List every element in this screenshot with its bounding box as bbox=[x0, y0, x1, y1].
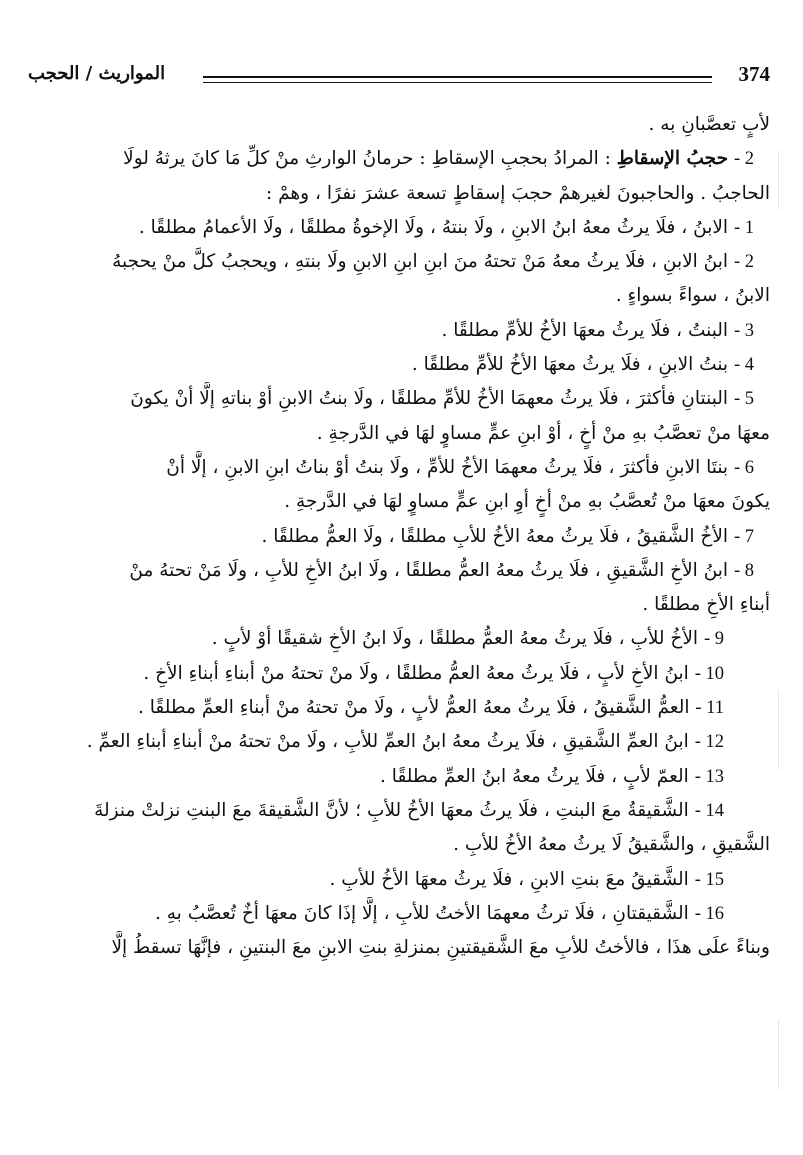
text-line bbox=[32, 725, 770, 759]
paragraph bbox=[32, 931, 770, 965]
line-text: بنتَا الابنِ فأكثرَ ، فلَا يرثُ معهمَا الأخُ للأمِّ ، ولَا بنتُ أوْ بناتُ ابنِ الابنِ ، إلَّا أنْ bbox=[166, 456, 729, 478]
page-header bbox=[28, 60, 770, 90]
paragraph bbox=[32, 863, 770, 897]
text-line bbox=[32, 142, 770, 176]
line-text: العمّ لأبٍ ، فلَا يرثُ معهُ ابنُ العمِّ مطلقًا . bbox=[380, 765, 689, 787]
line-text: ابنُ الأخِ لأبٍ ، فلَا يرثُ معهُ العمُّ مطلقًا ، ولَا منْ تحتهُ منْ أبناءِ أبناءِ الأخِ . bbox=[143, 662, 689, 684]
line-text: ابنُ الأخِ الشَّقيقِ ، فلَا يرثُ معهُ العمُّ مطلقًا ، ولَا ابنُ الأخِ للأبِ ، ولَا مَنْ تحتهُ منْ bbox=[129, 559, 729, 581]
paragraph bbox=[32, 554, 770, 623]
text-line bbox=[32, 348, 770, 382]
section-term: حجبُ الإسقاطِ bbox=[616, 148, 729, 170]
text-line bbox=[32, 417, 770, 451]
item-number: 2 - bbox=[733, 252, 754, 273]
item-number: 10 - bbox=[694, 663, 724, 684]
paragraph bbox=[32, 725, 770, 759]
line-text: الشَّقيقِ ، والشَّقيقُ لَا يرثُ معهُ الأخُ للأبِ . bbox=[453, 834, 770, 856]
text-line bbox=[32, 760, 770, 794]
line-text: معهَا منْ تعصَّبُ بهِ منْ أخٍ ، أوْ ابنِ عمٍّ مساوٍ لهَا في الدَّرجةِ . bbox=[316, 422, 770, 444]
line-text: لأبٍ تعصَّبانِ به . bbox=[648, 114, 770, 135]
paragraph bbox=[32, 382, 770, 451]
paragraph bbox=[32, 691, 770, 725]
text-line bbox=[32, 657, 770, 691]
line-text: يكونَ معهَا منْ تُعصَّبُ بهِ منْ أخٍ أوِ ابنِ عمٍّ مساوٍ لهَا في الدَّرجةِ . bbox=[284, 491, 770, 513]
item-number: 7 - bbox=[733, 526, 754, 547]
text-line bbox=[32, 382, 770, 416]
line-text: الابنُ ، سواءً بسواءٍ . bbox=[615, 285, 770, 307]
line-text: ابنُ العمِّ الشَّقيقِ ، فلَا يرثُ معهُ ابنُ العمِّ للأبِ ، ولَا منْ تحتهُ منْ أبناءِ أبناءِ العمِّ . bbox=[86, 731, 689, 753]
item-number: 5 - bbox=[733, 389, 754, 410]
paragraph bbox=[32, 451, 770, 520]
line-text: الشَّقيقتانِ ، فلَا ترثُ معهمَا الأختُ للأبِ ، إلَّا إذَا كانَ معهَا أخٌ تُعصَّبُ بهِ . bbox=[154, 902, 689, 924]
text-line bbox=[32, 588, 770, 622]
item-number: 11 - bbox=[695, 698, 724, 719]
paragraph bbox=[32, 794, 770, 863]
line-text: الأخُ للأبِ ، فلَا يرثُ معهُ العمُّ مطلقًا ، ولَا ابنُ الأخِ شقيقًا أوْ لأبٍ . bbox=[211, 628, 699, 650]
item-number: 3 - bbox=[733, 320, 754, 341]
line-text: وبناءً علَى هذَا ، فالأختُ للأبِ معَ الشَّقيقتينِ بمنزلةِ بنتِ الابنِ معَ البنتينِ ، فإنَّهَا تسقطُ إلَّا bbox=[111, 937, 770, 959]
line-text: أبناءِ الأخِ مطلقًا . bbox=[642, 594, 770, 616]
line-text: البنتُ ، فلَا يرثُ معهَا الأخُ للأمِّ مطلقًا . bbox=[441, 319, 729, 341]
text-line bbox=[32, 622, 770, 656]
text-line bbox=[32, 520, 770, 554]
text-line bbox=[32, 554, 770, 588]
line-text: الحاجبُ . والحاجبونَ لغيرهمْ حجبَ إسقاطٍ تسعة عشرَ نفرًا ، وهمْ : bbox=[266, 182, 770, 204]
line-text: الأخُ الشَّقيقُ ، فلَا يرثُ معهُ الأخُ للأبِ مطلقًا ، ولَا العمُّ مطلقًا . bbox=[261, 525, 729, 547]
text-line bbox=[32, 108, 770, 142]
item-number: 16 - bbox=[694, 903, 724, 924]
line-text: البنتانِ فأكثرَ ، فلَا يرثُ معهمَا الأخُ للأمِّ مطلقًا ، ولَا بنتُ الابنِ أوْ بناتهِ إلَّا أنْ يكونَ bbox=[130, 388, 729, 410]
paragraph bbox=[32, 245, 770, 314]
item-number: 14 - bbox=[694, 800, 724, 821]
text-line bbox=[32, 897, 770, 931]
line-text: بنتُ الابنِ ، فلَا يرثُ معهَا الأخُ للأمِّ مطلقًا . bbox=[411, 354, 729, 376]
paragraph bbox=[32, 314, 770, 348]
paragraph bbox=[32, 142, 770, 211]
paragraph bbox=[32, 622, 770, 656]
scan-margin-mark bbox=[778, 1020, 779, 1090]
body-text bbox=[32, 108, 770, 965]
page-number: 374 bbox=[738, 62, 770, 86]
line-text: الابنُ ، فلَا يرثُ معهُ ابنُ الابنِ ، ولَا بنتهُ ، ولَا الإخوةُ مطلقًا ، ولَا الأعمامُ مطلقًا . bbox=[138, 216, 729, 238]
running-title: المواريث / الحجب bbox=[28, 63, 166, 84]
text-line bbox=[32, 245, 770, 279]
scan-margin-mark bbox=[778, 690, 779, 770]
item-number: 1 - bbox=[733, 217, 754, 238]
item-number: 6 - bbox=[733, 457, 754, 478]
text-line bbox=[32, 828, 770, 862]
item-number: 2 - bbox=[733, 149, 754, 170]
text-line bbox=[32, 451, 770, 485]
line-text: الشَّقيقةُ معَ البنتِ ، فلَا يرثُ معهَا الأخُ للأبِ ؛ لأنَّ الشَّقيقةَ معَ البنتِ نزلتْ منزلةَ bbox=[94, 799, 689, 821]
item-number: 9 - bbox=[703, 629, 724, 650]
paragraph bbox=[32, 760, 770, 794]
text-line bbox=[32, 794, 770, 828]
text-line bbox=[32, 931, 770, 965]
paragraph bbox=[32, 520, 770, 554]
text-line bbox=[32, 485, 770, 519]
item-number: 13 - bbox=[694, 766, 724, 787]
line-text: الشَّقيقُ معَ بنتِ الابنِ ، فلَا يرثُ معهَا الأخُ للأبِ . bbox=[329, 868, 689, 890]
text-line bbox=[32, 863, 770, 897]
text-line bbox=[32, 211, 770, 245]
line-text: : المرادُ بحجبِ الإسقاطِ : حرمانُ الوارثِ منْ كلِّ مَا كانَ يرثهُ لولَا bbox=[123, 148, 611, 170]
paragraph bbox=[32, 348, 770, 382]
item-number: 15 - bbox=[694, 869, 724, 890]
header-rule bbox=[203, 76, 712, 78]
text-line bbox=[32, 279, 770, 313]
paragraph bbox=[32, 211, 770, 245]
line-text: العمُّ الشَّقيقُ ، فلَا يرثُ معهُ العمُّ لأبٍ ، ولَا منْ تحتهُ منْ أبناءِ العمِّ مطلقًا . bbox=[138, 697, 690, 719]
item-number: 12 - bbox=[694, 732, 724, 753]
paragraph bbox=[32, 108, 770, 142]
scan-margin-mark bbox=[778, 150, 779, 210]
item-number: 8 - bbox=[733, 560, 754, 581]
paragraph bbox=[32, 897, 770, 931]
line-text: ابنُ الابنِ ، فلَا يرثُ معهُ مَنْ تحتهُ منَ ابنِ ابنِ الابنِ ولَا بنتهِ ، ويحجبُ كلَّ منْ يحجبهُ bbox=[112, 251, 729, 273]
item-number: 4 - bbox=[733, 355, 754, 376]
text-line bbox=[32, 177, 770, 211]
text-line bbox=[32, 314, 770, 348]
text-line bbox=[32, 691, 770, 725]
paragraph bbox=[32, 657, 770, 691]
